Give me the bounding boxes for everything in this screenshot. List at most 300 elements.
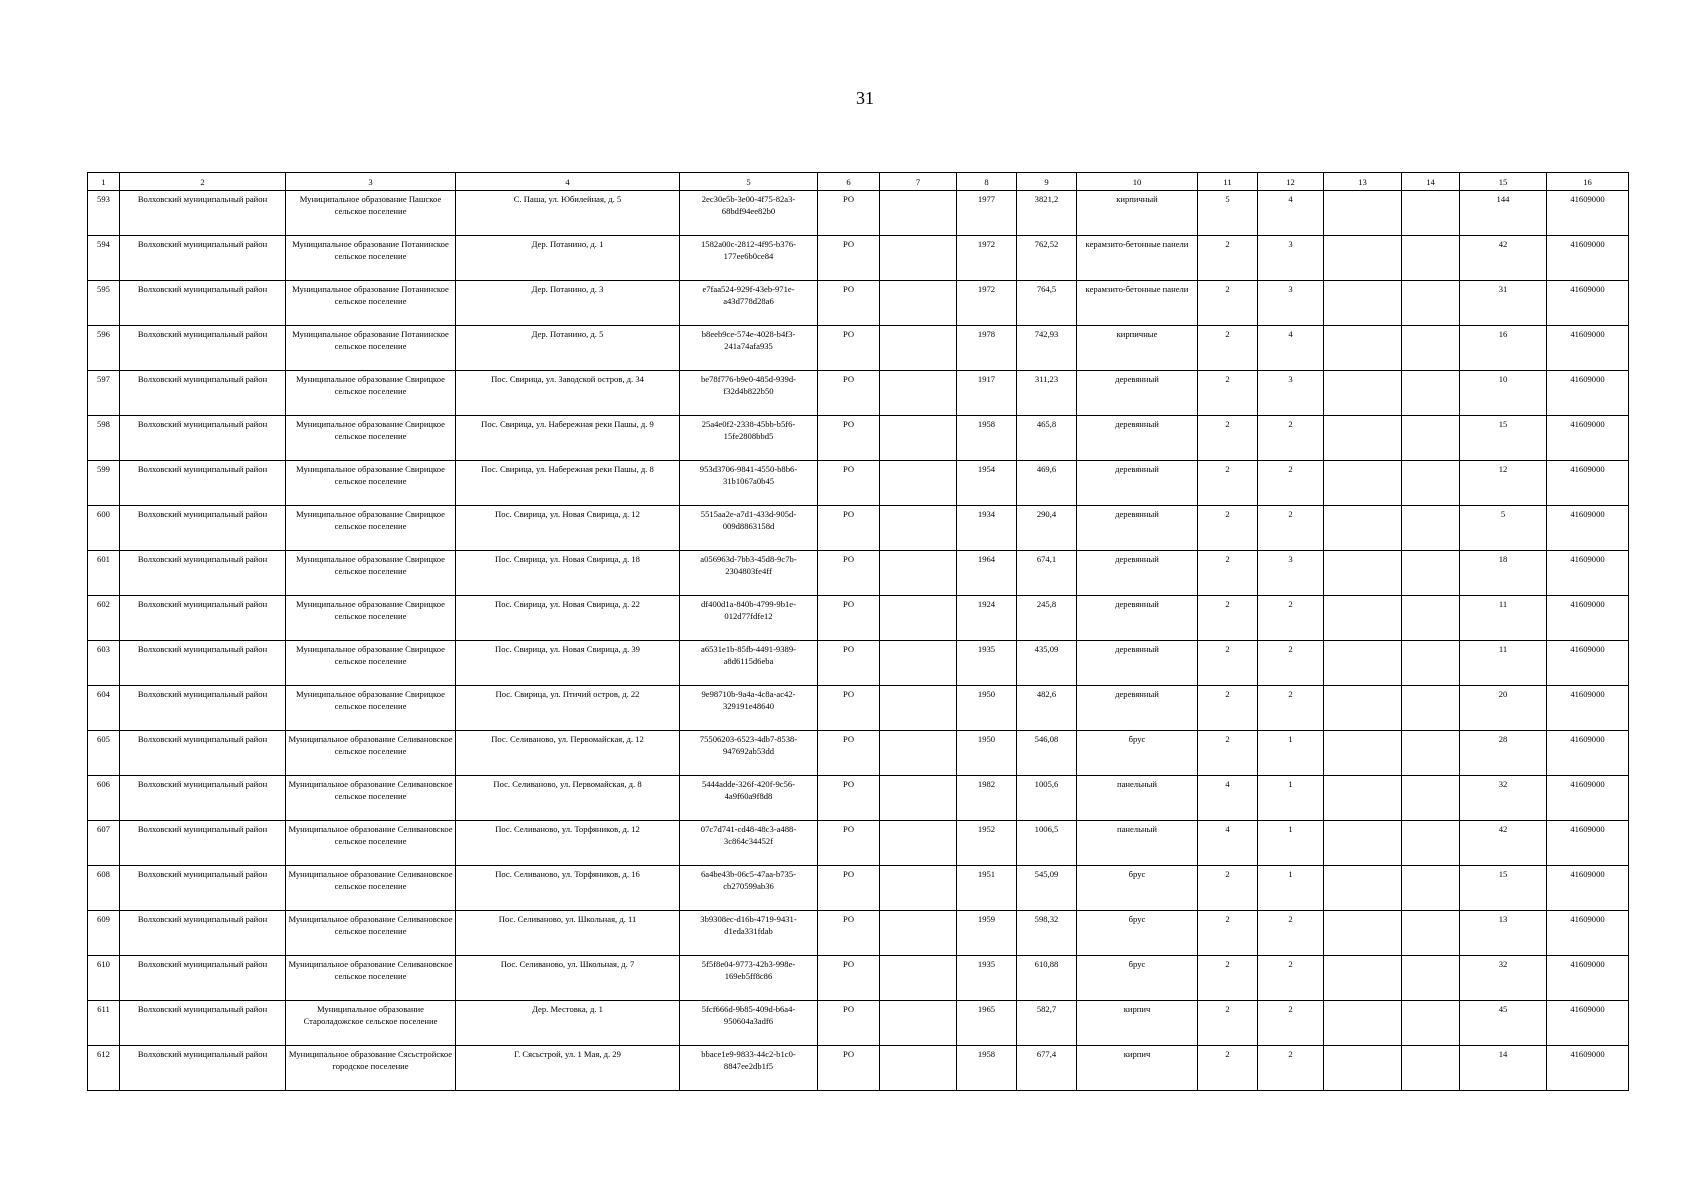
table-cell-col-12: 2 <box>1258 686 1324 731</box>
table-row <box>88 686 1629 731</box>
table-cell-col-13 <box>1324 911 1402 956</box>
table-cell-col-13 <box>1324 596 1402 641</box>
table-cell-col-12: 1 <box>1258 731 1324 776</box>
table-header-row <box>88 173 1629 191</box>
table-cell-col-13 <box>1324 326 1402 371</box>
table-cell-col-15: 18 <box>1460 551 1547 596</box>
table-cell-col-7 <box>880 596 957 641</box>
column-header-11: 11 <box>1198 173 1258 191</box>
table-row <box>88 776 1629 821</box>
table-cell-col-4: Пос. Селиваново, ул. Школьная, д. 7 <box>456 956 680 1001</box>
table-cell-col-1: 593 <box>88 191 120 236</box>
table-cell-col-7 <box>880 281 957 326</box>
table-cell-col-6: РО <box>818 776 880 821</box>
table-cell-col-3: Муниципальное образование Свирицкое сельское поселение <box>286 596 456 641</box>
table-cell-col-15: 144 <box>1460 191 1547 236</box>
table-cell-col-10: деревянный <box>1077 686 1198 731</box>
table-cell-col-7 <box>880 731 957 776</box>
column-header-15: 15 <box>1460 173 1547 191</box>
table-cell-col-14 <box>1402 461 1460 506</box>
table-cell-col-9: 546,08 <box>1017 731 1077 776</box>
table-row <box>88 506 1629 551</box>
table-cell-col-5: 07c7d741-cd48-48c3-a488-3c864c34452f <box>680 821 818 866</box>
table-cell-col-5: 75506203-6523-4db7-8538-947692ab53dd <box>680 731 818 776</box>
table-cell-col-15: 16 <box>1460 326 1547 371</box>
table-cell-col-10: брус <box>1077 956 1198 1001</box>
table-cell-col-8: 1954 <box>957 461 1017 506</box>
table-cell-col-2: Волховский муниципальный район <box>120 731 286 776</box>
page-number: 31 <box>856 88 874 108</box>
table-cell-col-7 <box>880 551 957 596</box>
table-cell-col-12: 2 <box>1258 596 1324 641</box>
table-cell-col-5: b8eeb9ce-574e-4028-b4f3-241a74afa935 <box>680 326 818 371</box>
table-cell-col-13 <box>1324 416 1402 461</box>
table-cell-col-12: 2 <box>1258 911 1324 956</box>
table-cell-col-5: bbace1e9-9833-44c2-b1c0-8847ee2db1f5 <box>680 1046 818 1091</box>
table-cell-col-4: Дер. Потанино, д. 3 <box>456 281 680 326</box>
table-cell-col-6: РО <box>818 236 880 281</box>
table-cell-col-8: 1959 <box>957 911 1017 956</box>
table-cell-col-5: 25a4e0f2-2338-45bb-b5f6-15fe2808bbd5 <box>680 416 818 461</box>
table-cell-col-5: 5fcf666d-9b85-409d-b6a4-950604a3adf6 <box>680 1001 818 1046</box>
table-cell-col-13 <box>1324 551 1402 596</box>
table-cell-col-2: Волховский муниципальный район <box>120 821 286 866</box>
table-cell-col-7 <box>880 416 957 461</box>
table-cell-col-1: 602 <box>88 596 120 641</box>
table-cell-col-15: 20 <box>1460 686 1547 731</box>
table-cell-col-12: 2 <box>1258 416 1324 461</box>
table-cell-col-15: 11 <box>1460 596 1547 641</box>
table-cell-col-13 <box>1324 821 1402 866</box>
table-cell-col-2: Волховский муниципальный район <box>120 956 286 1001</box>
table-cell-col-12: 2 <box>1258 1001 1324 1046</box>
table-cell-col-1: 601 <box>88 551 120 596</box>
table-cell-col-3: Муниципальное образование Свирицкое сельское поселение <box>286 371 456 416</box>
table-cell-col-9: 1005,6 <box>1017 776 1077 821</box>
table-cell-col-10: керамзито-бетонные панели <box>1077 281 1198 326</box>
table-cell-col-12: 2 <box>1258 641 1324 686</box>
table-cell-col-11: 5 <box>1198 191 1258 236</box>
table-cell-col-2: Волховский муниципальный район <box>120 281 286 326</box>
table-cell-col-5: e7faa524-929f-43eb-971e-a43d778d28a6 <box>680 281 818 326</box>
table-cell-col-2: Волховский муниципальный район <box>120 596 286 641</box>
table-cell-col-8: 1972 <box>957 281 1017 326</box>
table-cell-col-13 <box>1324 191 1402 236</box>
table-cell-col-15: 13 <box>1460 911 1547 956</box>
table-cell-col-9: 762,52 <box>1017 236 1077 281</box>
table-cell-col-3: Муниципальное образование Селивановское сельское поселение <box>286 776 456 821</box>
table-cell-col-14 <box>1402 1001 1460 1046</box>
table-row <box>88 641 1629 686</box>
table-cell-col-12: 4 <box>1258 326 1324 371</box>
table-cell-col-8: 1950 <box>957 731 1017 776</box>
column-header-10: 10 <box>1077 173 1198 191</box>
table-cell-col-12: 3 <box>1258 281 1324 326</box>
table-cell-col-5: 9e98710b-9a4a-4c8a-ac42-329191e48640 <box>680 686 818 731</box>
table-cell-col-15: 42 <box>1460 236 1547 281</box>
table-cell-col-6: РО <box>818 686 880 731</box>
column-header-8: 8 <box>957 173 1017 191</box>
table-cell-col-13 <box>1324 236 1402 281</box>
table-cell-col-9: 742,93 <box>1017 326 1077 371</box>
table-cell-col-11: 2 <box>1198 1001 1258 1046</box>
table-cell-col-11: 2 <box>1198 596 1258 641</box>
table-cell-col-11: 4 <box>1198 776 1258 821</box>
table-cell-col-6: РО <box>818 1046 880 1091</box>
table-cell-col-14 <box>1402 731 1460 776</box>
table-cell-col-8: 1972 <box>957 236 1017 281</box>
table-cell-col-4: Пос. Селиваново, ул. Первомайская, д. 8 <box>456 776 680 821</box>
table-cell-col-14 <box>1402 551 1460 596</box>
table-cell-col-1: 610 <box>88 956 120 1001</box>
table-cell-col-10: деревянный <box>1077 461 1198 506</box>
table-row <box>88 281 1629 326</box>
table-cell-col-2: Волховский муниципальный район <box>120 1046 286 1091</box>
table-cell-col-8: 1950 <box>957 686 1017 731</box>
table-cell-col-6: РО <box>818 551 880 596</box>
table-cell-col-1: 608 <box>88 866 120 911</box>
table-cell-col-2: Волховский муниципальный район <box>120 1001 286 1046</box>
table-cell-col-2: Волховский муниципальный район <box>120 416 286 461</box>
table-cell-col-9: 545,09 <box>1017 866 1077 911</box>
table-cell-col-10: керамзито-бетонные панели <box>1077 236 1198 281</box>
table-row <box>88 821 1629 866</box>
table-cell-col-14 <box>1402 956 1460 1001</box>
table-cell-col-4: Пос. Свирица, ул. Птичий остров, д. 22 <box>456 686 680 731</box>
table-cell-col-7 <box>880 236 957 281</box>
table-cell-col-2: Волховский муниципальный район <box>120 461 286 506</box>
table-cell-col-3: Муниципальное образование Свирицкое сельское поселение <box>286 686 456 731</box>
table-cell-col-6: РО <box>818 821 880 866</box>
table-cell-col-8: 1935 <box>957 641 1017 686</box>
table-cell-col-9: 3821,2 <box>1017 191 1077 236</box>
table-cell-col-9: 610,88 <box>1017 956 1077 1001</box>
table-cell-col-14 <box>1402 641 1460 686</box>
table-cell-col-6: РО <box>818 1001 880 1046</box>
table-cell-col-1: 612 <box>88 1046 120 1091</box>
table-cell-col-11: 2 <box>1198 911 1258 956</box>
table-cell-col-2: Волховский муниципальный район <box>120 326 286 371</box>
table-cell-col-2: Волховский муниципальный район <box>120 191 286 236</box>
column-header-12: 12 <box>1258 173 1324 191</box>
table-cell-col-10: деревянный <box>1077 551 1198 596</box>
table-row <box>88 371 1629 416</box>
table-cell-col-10: деревянный <box>1077 506 1198 551</box>
table-cell-col-6: РО <box>818 731 880 776</box>
table-cell-col-7 <box>880 1046 957 1091</box>
table-cell-col-14 <box>1402 191 1460 236</box>
table-cell-col-11: 2 <box>1198 506 1258 551</box>
table-cell-col-9: 1006,5 <box>1017 821 1077 866</box>
table-cell-col-3: Муниципальное образование Свирицкое сельское поселение <box>286 461 456 506</box>
table-cell-col-8: 1964 <box>957 551 1017 596</box>
table-cell-col-2: Волховский муниципальный район <box>120 866 286 911</box>
table-cell-col-7 <box>880 821 957 866</box>
column-header-16: 16 <box>1547 173 1629 191</box>
table-cell-col-5: a056963d-7bb3-45d8-9c7b-2304803fe4ff <box>680 551 818 596</box>
table-cell-col-1: 607 <box>88 821 120 866</box>
table-cell-col-16: 41609000 <box>1547 191 1629 236</box>
table-row <box>88 236 1629 281</box>
table-cell-col-4: Пос. Селиваново, ул. Первомайская, д. 12 <box>456 731 680 776</box>
table-cell-col-8: 1952 <box>957 821 1017 866</box>
table-cell-col-2: Волховский муниципальный район <box>120 911 286 956</box>
column-header-14: 14 <box>1402 173 1460 191</box>
table-cell-col-13 <box>1324 731 1402 776</box>
table-cell-col-16: 41609000 <box>1547 686 1629 731</box>
table-cell-col-5: 5f5f8e04-9773-42b3-998e-169eb5ff8c86 <box>680 956 818 1001</box>
table-cell-col-16: 41609000 <box>1547 641 1629 686</box>
table-cell-col-5: 1582a00c-2812-4f95-b376-177ee6b0ce84 <box>680 236 818 281</box>
table-cell-col-10: кирпич <box>1077 1046 1198 1091</box>
table-cell-col-13 <box>1324 686 1402 731</box>
column-header-3: 3 <box>286 173 456 191</box>
table-cell-col-15: 15 <box>1460 416 1547 461</box>
table-cell-col-16: 41609000 <box>1547 1046 1629 1091</box>
table-cell-col-1: 603 <box>88 641 120 686</box>
table-cell-col-4: Пос. Селиваново, ул. Торфяников, д. 12 <box>456 821 680 866</box>
table-cell-col-4: Дер. Потанино, д. 5 <box>456 326 680 371</box>
table-cell-col-9: 674,1 <box>1017 551 1077 596</box>
table-cell-col-2: Волховский муниципальный район <box>120 506 286 551</box>
table-cell-col-16: 41609000 <box>1547 731 1629 776</box>
table-cell-col-8: 1917 <box>957 371 1017 416</box>
table-cell-col-16: 41609000 <box>1547 596 1629 641</box>
table-cell-col-14 <box>1402 821 1460 866</box>
table-cell-col-1: 594 <box>88 236 120 281</box>
table-cell-col-4: Пос. Свирица, ул. Новая Свирица, д. 18 <box>456 551 680 596</box>
table-row <box>88 956 1629 1001</box>
table-cell-col-15: 28 <box>1460 731 1547 776</box>
table-cell-col-6: РО <box>818 596 880 641</box>
table-cell-col-3: Муниципальное образование Селивановское сельское поселение <box>286 821 456 866</box>
table-cell-col-14 <box>1402 911 1460 956</box>
table-cell-col-12: 2 <box>1258 506 1324 551</box>
table-cell-col-10: деревянный <box>1077 371 1198 416</box>
table-cell-col-3: Муниципальное образование Староладожское сельское поселение <box>286 1001 456 1046</box>
table-cell-col-15: 12 <box>1460 461 1547 506</box>
table-cell-col-3: Муниципальное образование Пашское сельское поселение <box>286 191 456 236</box>
table-cell-col-12: 1 <box>1258 776 1324 821</box>
table-cell-col-2: Волховский муниципальный район <box>120 776 286 821</box>
table-cell-col-11: 2 <box>1198 551 1258 596</box>
table-cell-col-7 <box>880 506 957 551</box>
table-row <box>88 911 1629 956</box>
table-cell-col-1: 604 <box>88 686 120 731</box>
table-cell-col-14 <box>1402 506 1460 551</box>
table-cell-col-7 <box>880 1001 957 1046</box>
table-cell-col-9: 677,4 <box>1017 1046 1077 1091</box>
table-cell-col-5: be78f776-b9e0-485d-939d-f32d4b822b50 <box>680 371 818 416</box>
table-cell-col-5: df400d1a-840b-4799-9b1e-012d77fdfe12 <box>680 596 818 641</box>
table-cell-col-13 <box>1324 281 1402 326</box>
table-cell-col-15: 31 <box>1460 281 1547 326</box>
table-cell-col-12: 3 <box>1258 551 1324 596</box>
table-row <box>88 596 1629 641</box>
table-cell-col-4: Пос. Селиваново, ул. Школьная, д. 11 <box>456 911 680 956</box>
table-cell-col-11: 2 <box>1198 326 1258 371</box>
table-cell-col-15: 10 <box>1460 371 1547 416</box>
table-cell-col-16: 41609000 <box>1547 326 1629 371</box>
table-row <box>88 866 1629 911</box>
table-cell-col-13 <box>1324 461 1402 506</box>
table-cell-col-3: Муниципальное образование Селивановское сельское поселение <box>286 911 456 956</box>
table-cell-col-7 <box>880 641 957 686</box>
table-cell-col-14 <box>1402 1046 1460 1091</box>
table-cell-col-3: Муниципальное образование Селивановское сельское поселение <box>286 866 456 911</box>
table-cell-col-16: 41609000 <box>1547 821 1629 866</box>
table-cell-col-16: 41609000 <box>1547 551 1629 596</box>
table-cell-col-7 <box>880 461 957 506</box>
table-cell-col-14 <box>1402 281 1460 326</box>
table-cell-col-11: 2 <box>1198 371 1258 416</box>
table-cell-col-1: 606 <box>88 776 120 821</box>
table-cell-col-5: 5515aa2e-a7d1-433d-905d-009d8863158d <box>680 506 818 551</box>
table-cell-col-8: 1924 <box>957 596 1017 641</box>
table-cell-col-1: 605 <box>88 731 120 776</box>
table-cell-col-1: 595 <box>88 281 120 326</box>
table-cell-col-5: 953d3706-9841-4550-b8b6-31b1067a0b45 <box>680 461 818 506</box>
table-cell-col-3: Муниципальное образование Селивановское сельское поселение <box>286 731 456 776</box>
table-cell-col-10: панельный <box>1077 776 1198 821</box>
table-cell-col-9: 465,8 <box>1017 416 1077 461</box>
table-cell-col-10: кирпич <box>1077 1001 1198 1046</box>
table-cell-col-8: 1977 <box>957 191 1017 236</box>
table-cell-col-12: 2 <box>1258 1046 1324 1091</box>
table-cell-col-8: 1935 <box>957 956 1017 1001</box>
table-cell-col-1: 598 <box>88 416 120 461</box>
table-cell-col-15: 32 <box>1460 776 1547 821</box>
table-cell-col-14 <box>1402 326 1460 371</box>
table-cell-col-8: 1934 <box>957 506 1017 551</box>
table-cell-col-11: 2 <box>1198 236 1258 281</box>
table-cell-col-2: Волховский муниципальный район <box>120 236 286 281</box>
table-cell-col-10: брус <box>1077 911 1198 956</box>
table-cell-col-4: Пос. Свирица, ул. Набережная реки Пашы, д. 9 <box>456 416 680 461</box>
table-cell-col-16: 41609000 <box>1547 506 1629 551</box>
table-cell-col-8: 1978 <box>957 326 1017 371</box>
table-cell-col-7 <box>880 371 957 416</box>
column-header-2: 2 <box>120 173 286 191</box>
table-cell-col-5: 3b9308ec-d16b-4719-9431-d1eda331fdab <box>680 911 818 956</box>
table-cell-col-15: 32 <box>1460 956 1547 1001</box>
table-cell-col-14 <box>1402 236 1460 281</box>
table-row <box>88 191 1629 236</box>
table-cell-col-11: 4 <box>1198 821 1258 866</box>
table-cell-col-7 <box>880 776 957 821</box>
table-cell-col-9: 245,8 <box>1017 596 1077 641</box>
table-cell-col-6: РО <box>818 371 880 416</box>
table-cell-col-2: Волховский муниципальный район <box>120 641 286 686</box>
table-cell-col-1: 600 <box>88 506 120 551</box>
table-cell-col-3: Муниципальное образование Свирицкое сельское поселение <box>286 641 456 686</box>
table-cell-col-3: Муниципальное образование Потанинское сельское поселение <box>286 236 456 281</box>
table-row <box>88 1001 1629 1046</box>
table-cell-col-10: брус <box>1077 866 1198 911</box>
column-header-13: 13 <box>1324 173 1402 191</box>
table-cell-col-5: 2ec30e5b-3e00-4f75-82a3-68bdf94ee82b0 <box>680 191 818 236</box>
table-cell-col-14 <box>1402 686 1460 731</box>
table-cell-col-3: Муниципальное образование Селивановское сельское поселение <box>286 956 456 1001</box>
table-cell-col-14 <box>1402 416 1460 461</box>
table-cell-col-14 <box>1402 866 1460 911</box>
table-cell-col-9: 311,23 <box>1017 371 1077 416</box>
table-cell-col-13 <box>1324 956 1402 1001</box>
table-cell-col-10: панельный <box>1077 821 1198 866</box>
table-cell-col-4: Пос. Свирица, ул. Набережная реки Пашы, д. 8 <box>456 461 680 506</box>
table-row <box>88 551 1629 596</box>
table-cell-col-6: РО <box>818 506 880 551</box>
table-cell-col-13 <box>1324 641 1402 686</box>
table-cell-col-1: 611 <box>88 1001 120 1046</box>
table-cell-col-4: Г. Сясьстрой, ул. 1 Мая, д. 29 <box>456 1046 680 1091</box>
table-cell-col-11: 2 <box>1198 461 1258 506</box>
table-cell-col-1: 597 <box>88 371 120 416</box>
column-header-7: 7 <box>880 173 957 191</box>
table-cell-col-10: кирпичный <box>1077 191 1198 236</box>
table-cell-col-4: Пос. Свирица, ул. Новая Свирица, д. 22 <box>456 596 680 641</box>
table-cell-col-16: 41609000 <box>1547 416 1629 461</box>
table-cell-col-3: Муниципальное образование Свирицкое сельское поселение <box>286 551 456 596</box>
column-header-6: 6 <box>818 173 880 191</box>
table-body <box>88 191 1629 1091</box>
table-cell-col-9: 469,6 <box>1017 461 1077 506</box>
table-cell-col-11: 2 <box>1198 281 1258 326</box>
table-cell-col-6: РО <box>818 326 880 371</box>
table-cell-col-15: 14 <box>1460 1046 1547 1091</box>
table-cell-col-9: 598,32 <box>1017 911 1077 956</box>
table-cell-col-4: С. Паша, ул. Юбилейная, д. 5 <box>456 191 680 236</box>
table-cell-col-10: деревянный <box>1077 416 1198 461</box>
table-cell-col-4: Дер. Местовка, д. 1 <box>456 1001 680 1046</box>
table-cell-col-10: брус <box>1077 731 1198 776</box>
table-cell-col-4: Пос. Свирица, ул. Новая Свирица, д. 39 <box>456 641 680 686</box>
table-cell-col-11: 2 <box>1198 416 1258 461</box>
table-cell-col-5: 6a4be43b-06c5-47aa-b735-cb270599ab36 <box>680 866 818 911</box>
table-cell-col-16: 41609000 <box>1547 866 1629 911</box>
table-cell-col-9: 435,09 <box>1017 641 1077 686</box>
table-cell-col-7 <box>880 686 957 731</box>
table-cell-col-4: Дер. Потанино, д. 1 <box>456 236 680 281</box>
table-cell-col-9: 764,5 <box>1017 281 1077 326</box>
table-cell-col-4: Пос. Свирица, ул. Заводской остров, д. 34 <box>456 371 680 416</box>
table-cell-col-2: Волховский муниципальный район <box>120 686 286 731</box>
table-cell-col-3: Муниципальное образование Сясьстройское городское поселение <box>286 1046 456 1091</box>
column-header-5: 5 <box>680 173 818 191</box>
table-cell-col-7 <box>880 866 957 911</box>
table-cell-col-6: РО <box>818 416 880 461</box>
table-cell-col-8: 1951 <box>957 866 1017 911</box>
table-row <box>88 461 1629 506</box>
table-cell-col-14 <box>1402 596 1460 641</box>
table-cell-col-10: деревянный <box>1077 596 1198 641</box>
table-cell-col-6: РО <box>818 956 880 1001</box>
table-cell-col-14 <box>1402 371 1460 416</box>
table-cell-col-16: 41609000 <box>1547 1001 1629 1046</box>
table-cell-col-16: 41609000 <box>1547 776 1629 821</box>
table-cell-col-15: 5 <box>1460 506 1547 551</box>
column-header-1: 1 <box>88 173 120 191</box>
table-cell-col-4: Пос. Свирица, ул. Новая Свирица, д. 12 <box>456 506 680 551</box>
table-cell-col-6: РО <box>818 641 880 686</box>
table-cell-col-11: 2 <box>1198 641 1258 686</box>
table-cell-col-15: 15 <box>1460 866 1547 911</box>
housing-register-table <box>87 172 1629 1091</box>
table-cell-col-7 <box>880 956 957 1001</box>
table-cell-col-1: 596 <box>88 326 120 371</box>
table-cell-col-13 <box>1324 506 1402 551</box>
table-cell-col-6: РО <box>818 866 880 911</box>
